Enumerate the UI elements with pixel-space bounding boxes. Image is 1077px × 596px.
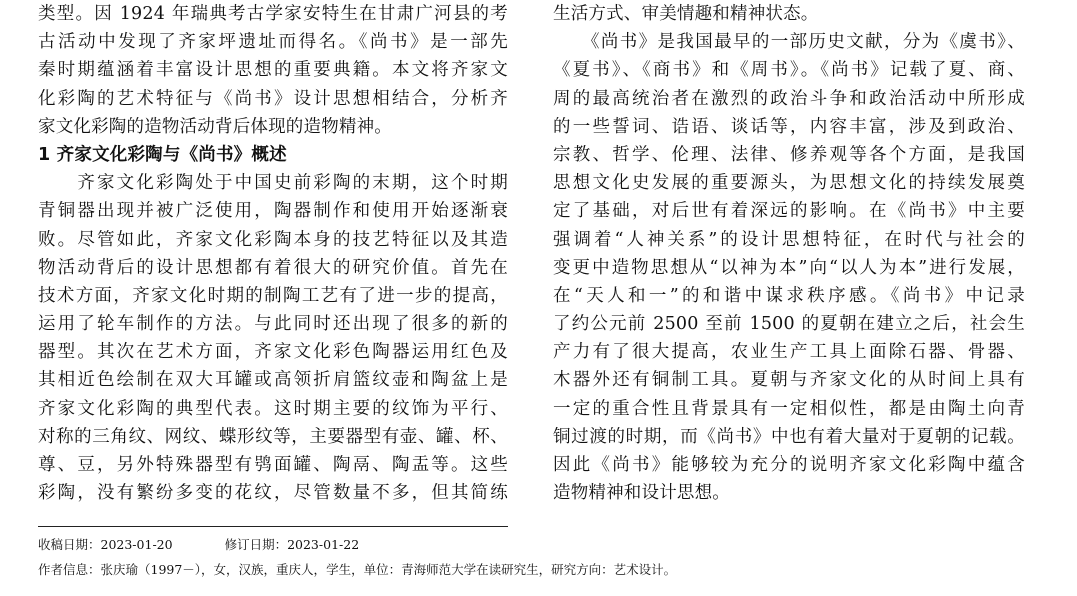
body-text-line: 化彩陶的艺术特征与《尚书》设计思想相结合，分析齐: [38, 88, 508, 109]
body-text-line: 家文化彩陶的造物活动背后体现的造物精神。: [38, 116, 392, 137]
body-text-line: 败。尽管如此，齐家文化彩陶本身的技艺特征以及其造: [38, 229, 508, 250]
body-text-line: 《尚书》是我国最早的一部历史文献，分为《虞书》、: [553, 32, 1025, 53]
body-text-line: 因此《尚书》能够较为充分的说明齐家文化彩陶中蕴含: [553, 455, 1025, 475]
body-text-line: 在“天人和一”的和谐中谋求秩序感。《尚书》中记录: [553, 285, 1025, 306]
body-text-line: 器型。其次在艺术方面，齐家文化彩色陶器运用红色及: [38, 342, 508, 363]
section-heading: 1 齐家文化彩陶与《尚书》概述: [38, 144, 287, 165]
body-text-line: 对称的三角纹、网纹、蝶形纹等，主要器型有壶、罐、杯、: [38, 426, 508, 447]
revised-date: 修订日期：2023-01-22: [224, 537, 360, 552]
body-text-line: 的一些誓词、诰语、谈话等，内容丰富，涉及到政治、: [553, 116, 1025, 137]
body-text-line: 齐家文化彩陶的典型代表。这时期主要的纹饰为平行、: [38, 398, 508, 419]
body-text-line: 古活动中发现了齐家坪遗址而得名。《尚书》是一部先: [38, 32, 508, 53]
body-text-line: 定了基础，对后世有着深远的影响。在《尚书》中主要: [553, 201, 1025, 222]
body-text-line: 了约公元前 2500 至前 1500 的夏朝在建立之后，社会生: [553, 314, 1025, 335]
body-text-line: 《夏书》、《商书》和《周书》。《尚书》记载了夏、商、: [553, 60, 1025, 81]
body-text-line: 技术方面，齐家文化时期的制陶工艺有了进一步的提高，: [38, 285, 508, 306]
body-text-line: 运用了轮车制作的方法。与此同时还出现了很多的新的: [38, 314, 508, 335]
body-text-line: 青铜器出现并被广泛使用，陶器制作和使用开始逐渐衰: [38, 201, 508, 222]
footnote-divider: [38, 526, 508, 527]
body-text-line: 一定的重合性且背景具有一定相似性，都是由陶土向青: [553, 398, 1025, 419]
body-text-line: 木器外还有铜制工具。夏朝与齐家文化的从时间上具有: [553, 370, 1025, 391]
body-text-line: 齐家文化彩陶处于中国史前彩陶的末期，这个时期: [38, 173, 508, 194]
author-info: 作者信息：张庆瑜（1997－），女，汉族，重庆人，学生，单位：青海师范大学在读研究生，研究方向：艺术设计。: [38, 562, 677, 577]
body-text-line: 其相近色绘制在双大耳罐或高领折肩篮纹壶和陶盆上是: [38, 370, 508, 391]
body-text-line: 生活方式、审美情趣和精神状态。: [553, 4, 819, 24]
body-text-line: 类型。因 1924 年瑞典考古学家安特生在甘肃广河县的考: [38, 4, 508, 24]
body-text-line: 尊、豆，另外特殊器型有鸮面罐、陶鬲、陶盂等。这些: [38, 455, 508, 475]
footnote-dates: [38, 536, 359, 554]
body-text-line: 物活动背后的设计思想都有着很大的研究价值。首先在: [38, 257, 508, 278]
body-text-line: 产力有了很大提高，农业生产工具上面除石器、骨器、: [553, 342, 1025, 363]
body-text-line: 强调着“人神关系”的设计思想特征，在时代与社会的: [553, 229, 1025, 250]
body-text-line: 铜过渡的时期，而《尚书》中也有着大量对于夏朝的记载。: [553, 426, 1025, 447]
right-column: [553, 0, 1025, 507]
left-column: [38, 0, 508, 507]
body-text-line: 宗教、哲学、伦理、法律、修养观等各个方面，是我国: [553, 144, 1025, 165]
body-text-line: 周的最高统治者在激烈的政治斗争和政治活动中所形成: [553, 88, 1025, 109]
body-text-line: 造物精神和设计思想。: [553, 483, 730, 504]
body-text-line: 彩陶，没有繁纷多变的花纹，尽管数量不多，但其简练: [38, 483, 508, 504]
body-text-line: 变更中造物思想从“以神为本”向“以人为本”进行发展，: [553, 257, 1025, 278]
body-text-line: 秦时期蕴涵着丰富设计思想的重要典籍。本文将齐家文: [38, 60, 508, 81]
body-text-line: 思想文化史发展的重要源头，为思想文化的持续发展奠: [553, 173, 1025, 194]
received-date: 收稿日期：2023-01-20: [38, 537, 173, 552]
